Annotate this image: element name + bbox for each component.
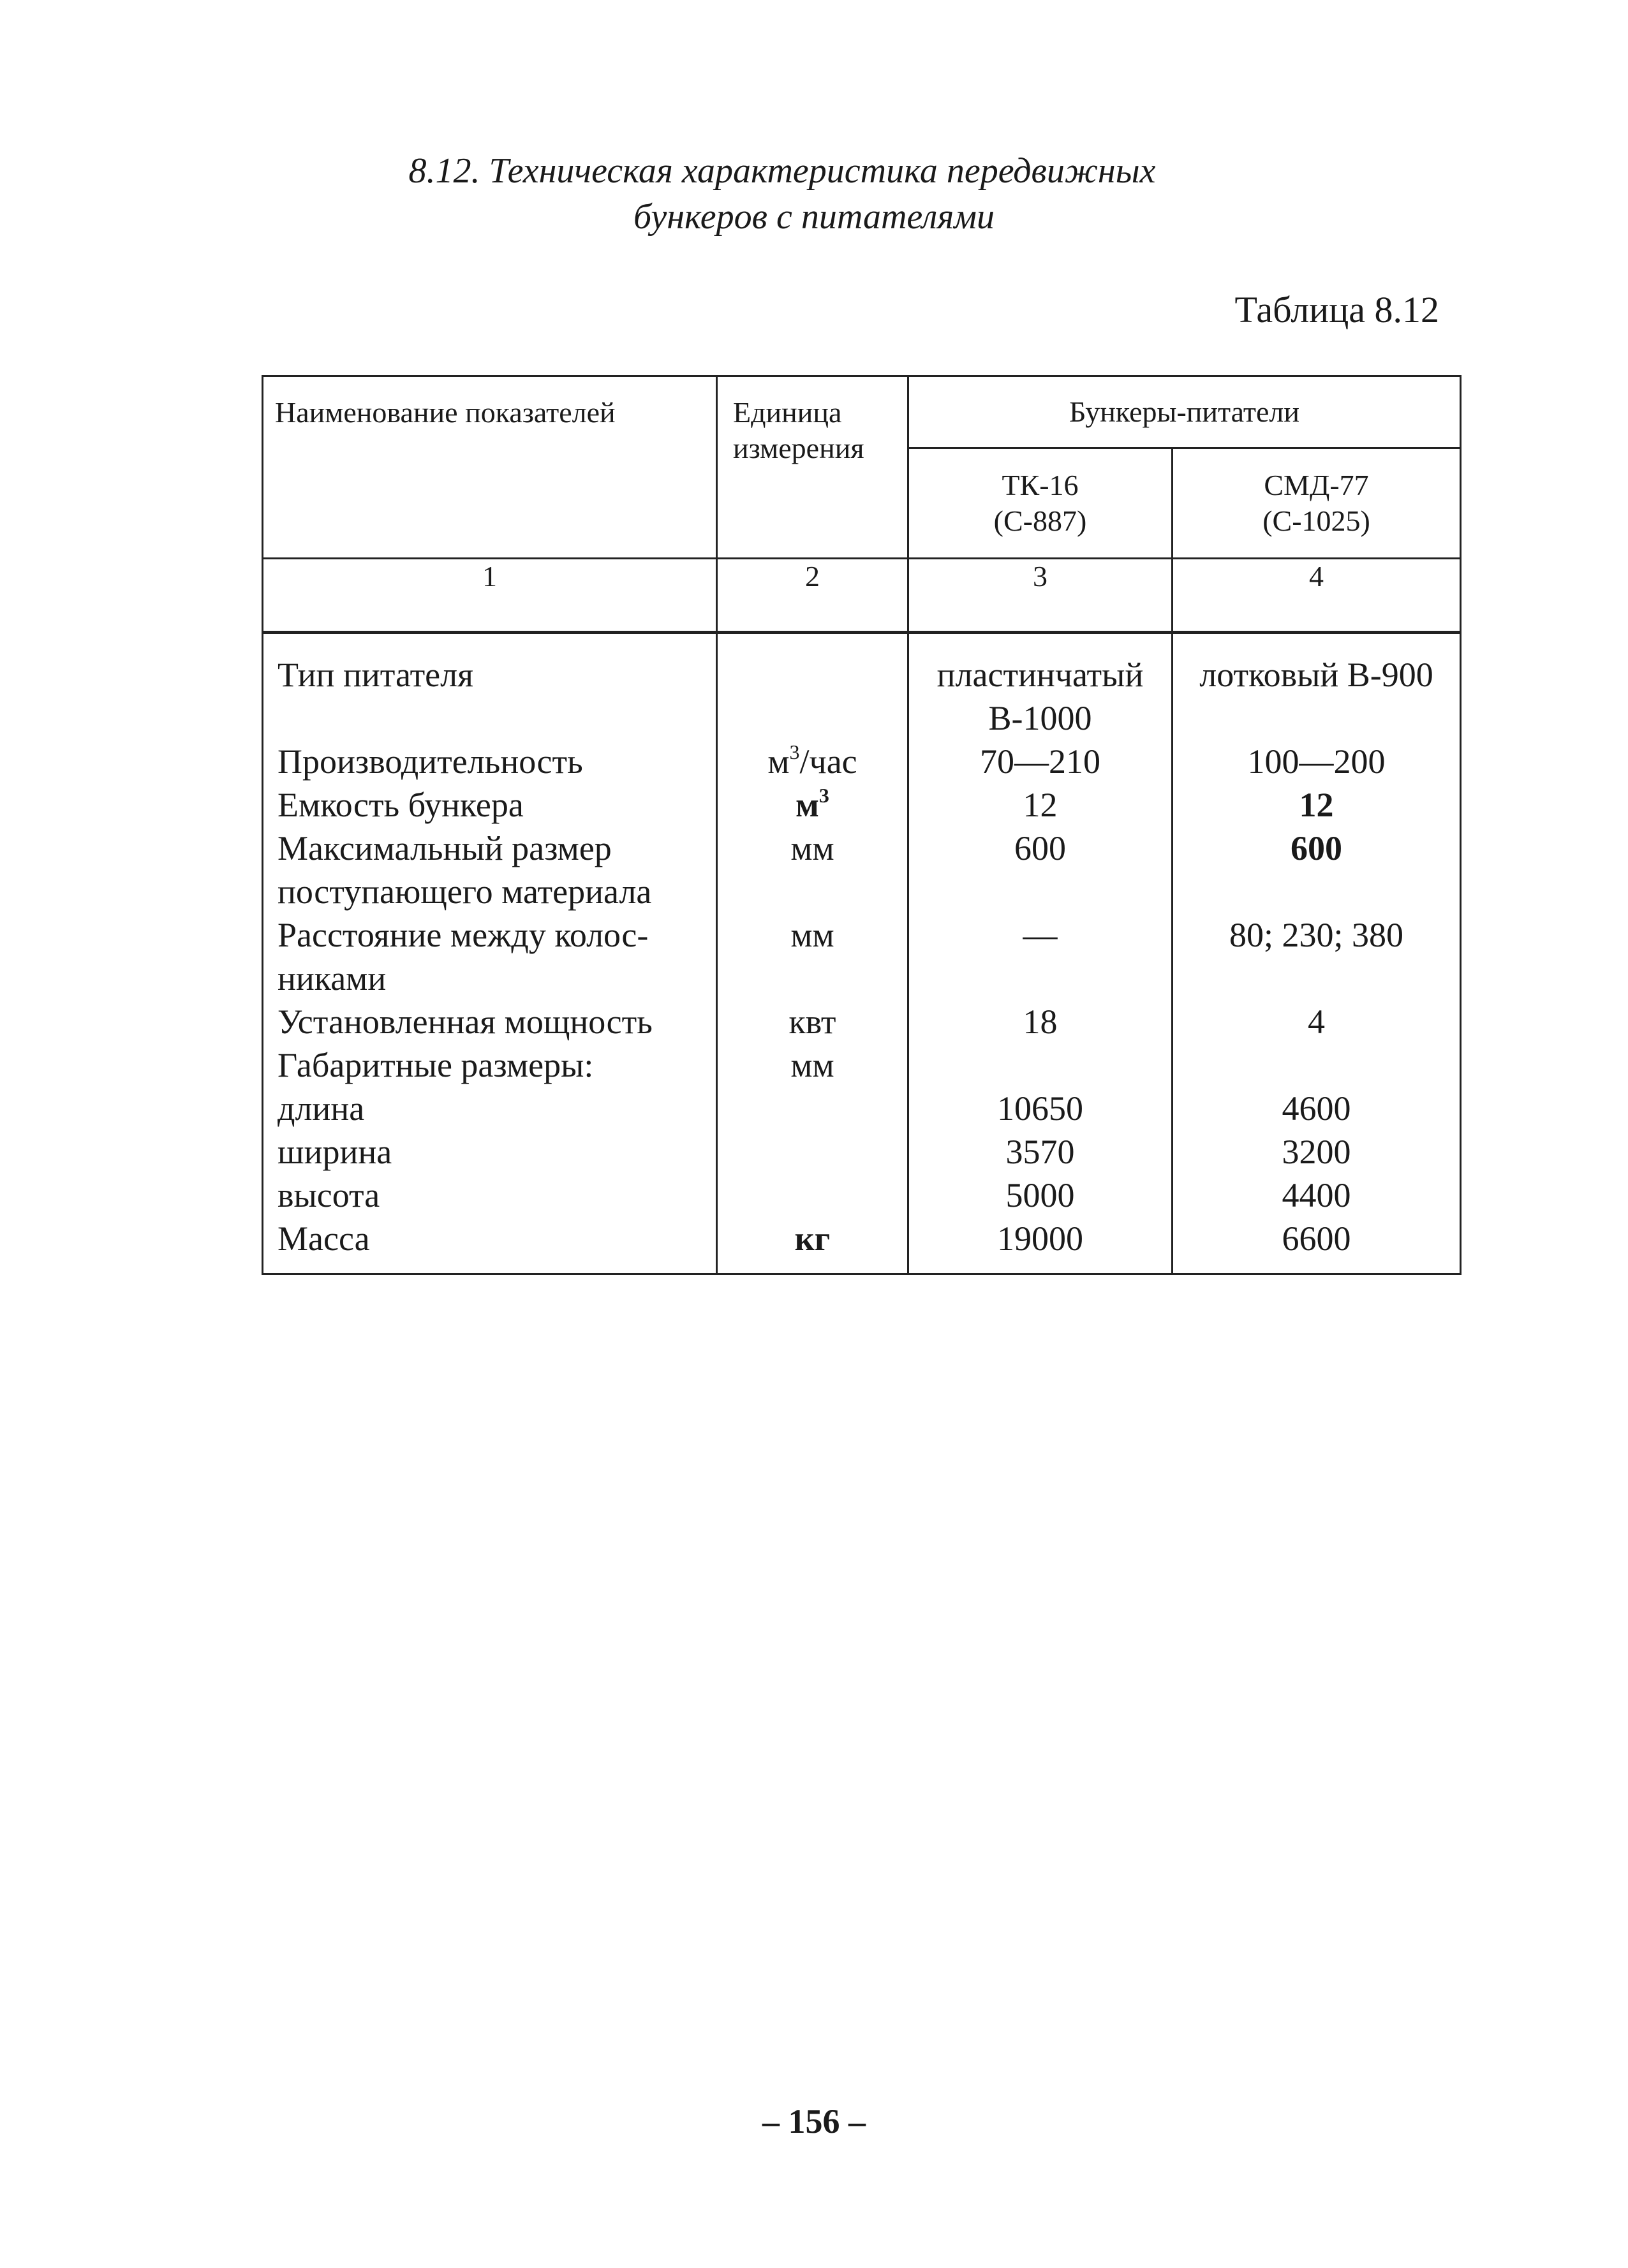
row-value-tk16: 12 (908, 783, 1173, 827)
header-col3-cell (908, 448, 1173, 559)
row-unit: мм (717, 1043, 908, 1087)
header-col3-line-2: (С-887) (993, 504, 1087, 537)
header-unit-line-2: измерения (733, 432, 864, 464)
row-value-smd77: 6600 (1173, 1217, 1461, 1274)
row-value-tk16: 19000 (908, 1217, 1173, 1274)
header-group-cell (908, 376, 1461, 448)
header-col4-line-2: (С-1025) (1262, 504, 1370, 537)
row-unit: кг (717, 1217, 908, 1274)
table-row (263, 1043, 1461, 1087)
row-value-tk16: 70—210 (908, 740, 1173, 783)
table-row (263, 827, 1461, 913)
row-value-tk16: — (908, 913, 1173, 1000)
table-row (263, 1000, 1461, 1043)
table-row (263, 913, 1461, 1000)
row-value-smd77: 3200 (1173, 1130, 1461, 1174)
row-value-smd77: 600 (1173, 827, 1461, 913)
row-unit: мм (717, 827, 908, 913)
row-name-line-2: никами (278, 959, 387, 998)
row-value-smd77 (1173, 1043, 1461, 1087)
row-value-smd77: 100—200 (1173, 740, 1461, 783)
row-name: Установленная мощность (263, 1000, 717, 1043)
row-name-line-1: Расстояние между колос- (278, 916, 649, 954)
table-row (263, 1087, 1461, 1130)
table-row (263, 1174, 1461, 1217)
section-title (0, 148, 1628, 240)
row-value-smd77: 12 (1173, 783, 1461, 827)
row-value-smd77: лотковый В-900 (1173, 633, 1461, 740)
table-row (263, 740, 1461, 783)
row-value-tk16 (908, 1043, 1173, 1087)
row-value-smd77: 80; 230; 380 (1173, 913, 1461, 1000)
column-number: 1 (263, 559, 717, 633)
row-name-line-1: Максимальный размер (278, 829, 612, 867)
row-value-smd77: 4400 (1173, 1174, 1461, 1217)
row-name-line-2: поступающего материала (278, 873, 652, 911)
unit-superscript: 3 (818, 784, 829, 807)
row-value-tk16: 600 (908, 827, 1173, 913)
unit-superscript: 3 (789, 740, 800, 763)
header-unit-cell (717, 376, 908, 559)
row-value-line-1: пластинчатый (936, 656, 1144, 694)
row-value-line-2: В-1000 (988, 699, 1092, 737)
table-row (263, 1130, 1461, 1174)
row-value-tk16 (908, 633, 1173, 740)
header-col4-cell (1173, 448, 1461, 559)
row-value-tk16: 18 (908, 1000, 1173, 1043)
row-unit (717, 740, 908, 783)
page-number: – 156 – (762, 2102, 866, 2140)
unit-rest: /час (799, 742, 857, 781)
table-row (263, 783, 1461, 827)
section-title-line-2: бункеров с питателями (633, 197, 995, 237)
header-unit-line-1: Единица (733, 396, 842, 429)
row-unit: квт (717, 1000, 908, 1043)
row-value-tk16: 5000 (908, 1174, 1173, 1217)
header-row (263, 376, 1461, 448)
table-row (263, 633, 1461, 740)
row-unit (717, 633, 908, 740)
section-title-line-1: 8.12. Техническая характеристика передвижных (408, 151, 1156, 191)
unit-base: м (767, 742, 790, 781)
header-col4-line-1: СМД-77 (1264, 469, 1369, 501)
header-col3-line-1: ТК-16 (1002, 469, 1079, 501)
column-number: 2 (717, 559, 908, 633)
row-name: длина (263, 1087, 717, 1130)
row-unit (717, 1130, 908, 1174)
spec-table (262, 375, 1462, 1275)
header-name: Наименование показателей (275, 396, 616, 429)
row-name: Производительность (263, 740, 717, 783)
row-unit (717, 1174, 908, 1217)
row-name: ширина (263, 1130, 717, 1174)
row-unit (717, 1087, 908, 1130)
row-value-smd77: 4 (1173, 1000, 1461, 1043)
row-name: Емкость бункера (263, 783, 717, 827)
row-name (263, 913, 717, 1000)
column-number: 4 (1173, 559, 1461, 633)
row-unit: мм (717, 913, 908, 1000)
row-value-tk16: 10650 (908, 1087, 1173, 1130)
row-name: Масса (263, 1217, 717, 1274)
header-name-cell (263, 376, 717, 559)
row-name: Тип питателя (263, 633, 717, 740)
column-number: 3 (908, 559, 1173, 633)
header-group: Бункеры-питатели (1069, 395, 1299, 428)
row-name: Габаритные размеры: (263, 1043, 717, 1087)
row-value-tk16: 3570 (908, 1130, 1173, 1174)
column-number-row (263, 559, 1461, 633)
row-name (263, 827, 717, 913)
table-row (263, 1217, 1461, 1274)
unit-base: м (796, 786, 819, 824)
row-name: высота (263, 1174, 717, 1217)
row-value-smd77: 4600 (1173, 1087, 1461, 1130)
table-label: Таблица 8.12 (1234, 289, 1439, 330)
row-unit (717, 783, 908, 827)
